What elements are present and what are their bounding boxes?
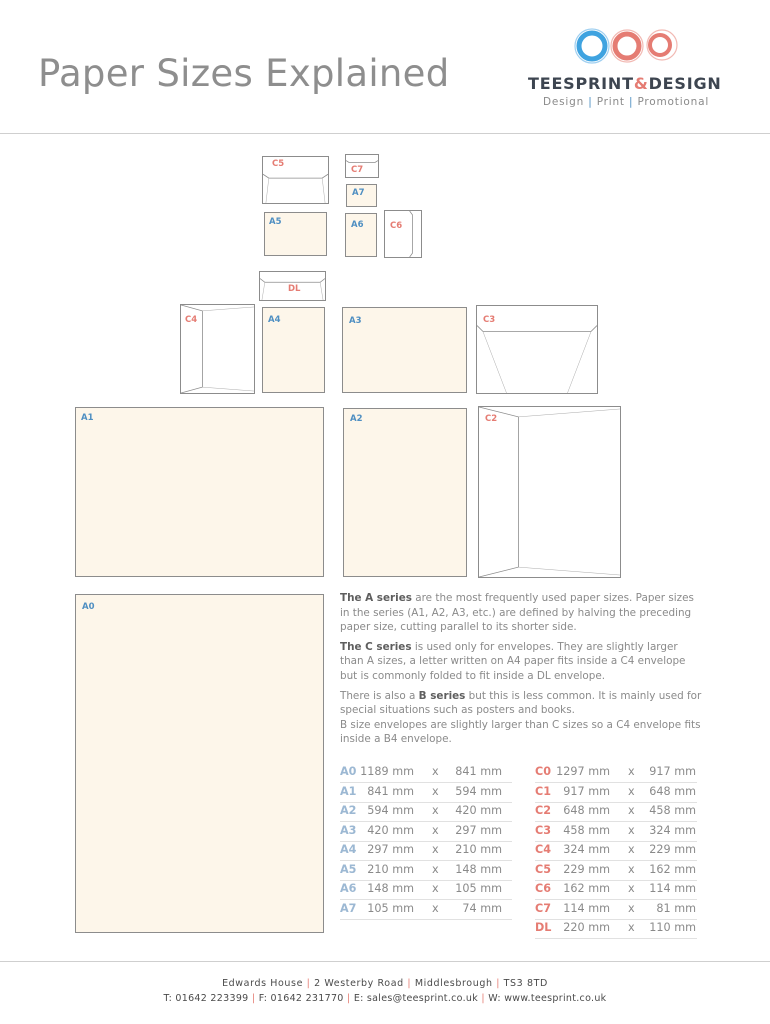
paper-a3 <box>342 307 467 393</box>
size-separator: x <box>432 823 439 837</box>
size-separator: x <box>628 823 635 837</box>
table-row <box>340 823 512 842</box>
contact-website[interactable]: W: www.teesprint.co.uk <box>488 993 607 1004</box>
size-width: 420 mm <box>367 823 414 837</box>
footer-separator: | <box>496 978 501 989</box>
size-name: C6 <box>535 882 551 895</box>
size-width: 324 mm <box>563 843 610 856</box>
table-row <box>340 764 512 783</box>
size-width: 220 mm <box>563 921 610 934</box>
envelope-c2 <box>478 406 621 578</box>
size-separator: x <box>628 843 635 856</box>
contact-email[interactable]: E: sales@teesprint.co.uk <box>353 993 479 1004</box>
tagline-promotional: Promotional <box>637 96 710 108</box>
size-width: 917 mm <box>563 784 610 798</box>
footer-separator: | <box>306 978 311 989</box>
envelope-dl <box>259 271 326 301</box>
tagline-design: Design <box>543 96 585 108</box>
size-width: 148 mm <box>367 882 414 895</box>
size-height: 110 mm <box>649 921 696 934</box>
logo-name-left: TEESPRINT <box>528 74 634 93</box>
footer-separator: | <box>251 993 256 1004</box>
label-a3: A3 <box>349 316 362 326</box>
size-width: 229 mm <box>563 862 610 876</box>
envelope-c6 <box>384 210 422 258</box>
size-name: C2 <box>535 804 551 817</box>
b-series-pre: There is also a <box>340 689 419 702</box>
size-separator: x <box>628 921 635 934</box>
footer-divider <box>0 961 770 962</box>
label-c3: C3 <box>483 315 496 325</box>
size-name: A5 <box>340 862 357 876</box>
paper-a0 <box>75 594 324 933</box>
paper-a6 <box>345 213 377 257</box>
label-c2: C2 <box>485 414 498 424</box>
size-name: C4 <box>535 843 551 856</box>
size-separator: x <box>628 901 635 915</box>
size-height: 917 mm <box>649 765 696 778</box>
size-width: 458 mm <box>563 823 610 837</box>
size-width: 1297 mm <box>556 765 610 778</box>
contact-telephone: T: 01642 223399 <box>163 993 249 1004</box>
size-name: A3 <box>340 823 357 837</box>
label-c4: C4 <box>185 315 198 325</box>
a-series-paragraph <box>340 591 702 635</box>
size-width: 210 mm <box>367 862 414 876</box>
address-street: 2 Westerby Road <box>314 978 404 989</box>
size-width: 105 mm <box>367 901 414 915</box>
footer-contact <box>0 993 770 1004</box>
size-name: A7 <box>340 901 357 915</box>
table-row <box>535 881 697 900</box>
b-envelope-paragraph: B size envelopes are slightly larger than C sizes so a C4 envelope fits inside a B4 envelope. <box>340 718 701 746</box>
envelope-c3 <box>476 305 598 394</box>
label-a2: A2 <box>350 414 363 424</box>
size-name: C1 <box>535 784 551 798</box>
label-c5: C5 <box>272 159 285 169</box>
label-a4: A4 <box>268 315 281 325</box>
tagline-separator: | <box>588 96 593 108</box>
size-name: C7 <box>535 901 551 915</box>
label-dl: DL <box>288 284 301 294</box>
size-width: 841 mm <box>367 784 414 798</box>
c-series-paragraph <box>340 640 702 684</box>
size-height: 841 mm <box>455 765 502 778</box>
b-series-heading: B series <box>418 689 466 702</box>
size-name: A6 <box>340 882 357 895</box>
size-height: 420 mm <box>455 804 502 817</box>
size-width: 648 mm <box>563 804 610 817</box>
b-series-body: but this is less common. It is mainly used for special situations such as posters and books. <box>340 689 702 717</box>
a-series-body: are the most frequently used paper sizes. Paper sizes in the series (A1, A2, A3, etc.) are defined by halving the preceding paper size, cutting parallel to its shorter side. <box>340 592 694 634</box>
size-separator: x <box>628 804 635 817</box>
table-row <box>340 881 512 900</box>
size-height: 148 mm <box>455 862 502 876</box>
logo-wordmark <box>528 74 722 93</box>
c-series-body: is used only for envelopes. They are slightly larger than A sizes, a letter written on A4 paper fits inside a C4 envelope but is commonly folded to fit inside a DL envelope. <box>340 640 686 682</box>
address-postcode: TS3 8TD <box>503 978 548 989</box>
size-height: 114 mm <box>649 882 696 895</box>
logo-name-right: DESIGN <box>648 74 722 93</box>
table-row <box>535 901 697 920</box>
paper-a1 <box>75 407 324 577</box>
header-divider <box>0 133 770 134</box>
size-name: A2 <box>340 804 357 817</box>
label-a0: A0 <box>82 602 95 612</box>
size-height: 297 mm <box>455 823 502 837</box>
table-row <box>340 862 512 881</box>
size-name: C5 <box>535 862 551 876</box>
size-height: 162 mm <box>649 862 696 876</box>
size-name: A4 <box>340 843 357 856</box>
b-series-paragraph <box>340 689 702 718</box>
size-height: 648 mm <box>649 784 696 798</box>
envelope-c7 <box>345 154 379 178</box>
size-separator: x <box>432 843 439 856</box>
size-height: 105 mm <box>455 882 502 895</box>
size-width: 114 mm <box>563 901 610 915</box>
size-height: 324 mm <box>649 823 696 837</box>
footer-address <box>0 978 770 989</box>
size-name: C3 <box>535 823 551 837</box>
size-height: 210 mm <box>455 843 502 856</box>
logo-ampersand: & <box>633 74 649 93</box>
label-c6: C6 <box>390 221 403 231</box>
size-name: DL <box>535 921 552 934</box>
table-row <box>535 920 697 939</box>
size-name: A0 <box>340 765 357 778</box>
table-row <box>340 842 512 861</box>
size-separator: x <box>628 882 635 895</box>
paper-a4 <box>262 307 325 393</box>
size-separator: x <box>432 765 439 778</box>
size-width: 162 mm <box>563 882 610 895</box>
size-separator: x <box>432 882 439 895</box>
address-building: Edwards House <box>222 978 304 989</box>
footer-separator: | <box>346 993 351 1004</box>
size-height: 594 mm <box>455 784 502 798</box>
tagline-print: Print <box>596 96 625 108</box>
logo-tagline <box>543 96 709 108</box>
address-city: Middlesbrough <box>414 978 493 989</box>
table-row <box>535 784 697 803</box>
table-row <box>340 784 512 803</box>
size-separator: x <box>432 784 439 798</box>
size-separator: x <box>628 784 635 798</box>
label-a7: A7 <box>352 188 365 198</box>
envelope-c5 <box>262 156 329 204</box>
c-series-heading: The C series <box>340 640 412 653</box>
table-row <box>535 823 697 842</box>
size-name: C0 <box>535 765 551 778</box>
table-row <box>535 803 697 822</box>
table-row <box>340 901 512 920</box>
paper-a2 <box>343 408 467 577</box>
logo-rings-icon <box>574 28 686 68</box>
size-separator: x <box>432 901 439 915</box>
size-width: 1189 mm <box>360 765 414 778</box>
size-width: 297 mm <box>367 843 414 856</box>
table-row <box>535 764 697 783</box>
tagline-separator: | <box>628 96 634 108</box>
table-row <box>535 842 697 861</box>
size-separator: x <box>628 862 635 876</box>
company-logo <box>522 28 737 118</box>
a-series-heading: The A series <box>340 592 412 604</box>
envelope-c4 <box>180 304 255 394</box>
footer-separator: | <box>481 993 485 1004</box>
size-width: 594 mm <box>367 804 414 817</box>
table-row <box>340 803 512 822</box>
label-a1: A1 <box>81 413 94 423</box>
description-text <box>340 591 702 747</box>
size-separator: x <box>432 804 439 817</box>
size-height: 458 mm <box>649 804 696 817</box>
size-name: A1 <box>340 784 357 798</box>
label-c7: C7 <box>351 165 364 175</box>
size-height: 229 mm <box>649 843 696 856</box>
footer-separator: | <box>407 978 412 989</box>
label-a6: A6 <box>351 220 364 230</box>
contact-fax: F: 01642 231770 <box>258 993 344 1004</box>
size-separator: x <box>432 862 439 876</box>
size-height: 74 mm <box>462 901 502 915</box>
page-title: Paper Sizes Explained <box>38 52 450 95</box>
paper-a5 <box>264 212 327 256</box>
size-separator: x <box>628 765 635 778</box>
table-row <box>535 862 697 881</box>
paper-a7 <box>346 184 377 207</box>
label-a5: A5 <box>269 217 282 227</box>
size-height: 81 mm <box>656 901 696 915</box>
